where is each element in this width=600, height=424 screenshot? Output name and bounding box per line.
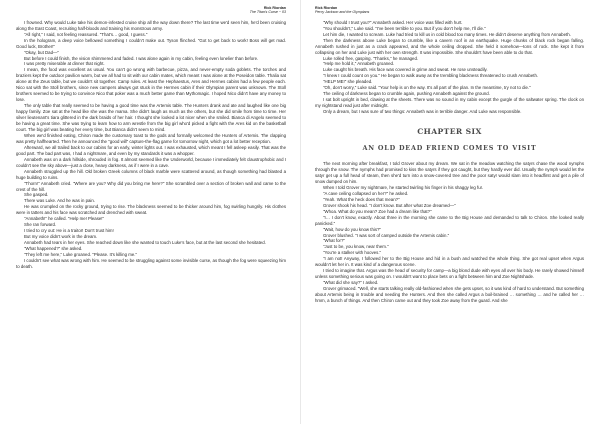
paragraph: "You shouldn't," Luke said. "I've been terrible to you. But if you don't help me, I'll die."	[323, 25, 486, 31]
paragraph: But before I could finish, the vision shimmered and faded. I was alone again in my cabin, feeling even lonelier than before.	[24, 55, 259, 61]
paragraph: "Annabeth!" he called. "Help me! Please!"	[24, 216, 105, 222]
header-book-title: Percy Jackson and the Olympians	[315, 10, 370, 15]
paragraph: "Okay, but Dad—"	[24, 49, 59, 55]
header-author: Rick Riordan	[315, 6, 338, 10]
paragraph: "Thorn!" Annabeth cried. "Where are you? Why did you bring me here?" She scrambled over a section of broken wall and came to the crest of the hill.	[16, 180, 286, 192]
paragraph: "They left me here," Luke groaned. "Please. It's killing me."	[24, 251, 137, 257]
paragraph: "What did she say?" I asked.	[323, 280, 379, 286]
chapter-number: CHAPTER SIX	[417, 127, 482, 137]
paragraph: Grover blushed. "I was sort of camped outside the Artemis cabin."	[323, 232, 450, 238]
page-body	[315, 161, 584, 304]
paragraph: Grover shook his head. "I don't know. But after what Zoe dreamed—"	[323, 202, 456, 208]
paragraph: "Wait, how do you know this?"	[323, 226, 381, 232]
page-header	[315, 6, 584, 15]
paragraph: Annabeth was on a dark hillside, shrouded in fog. It almost seemed like the Underworld, because I immediately felt claustrophobic and I couldn't see the sky above—just a close, heavy darkness, as if I were in a cave.	[16, 156, 286, 168]
paragraph: "You're a stalker with hooves."	[323, 250, 382, 256]
paragraph: In the hologram, a deep voice bellowed something I couldn't make out. Tyson flinched. "Got to get back to work! Boss will get mad. Good luck, Brother!"	[16, 37, 286, 49]
paragraph: "Whoa. What do you mean? Zoe had a dream like that?"	[323, 208, 432, 214]
paragraph: I tried to imagine that. Argus was the head of security for camp—a big blond dude with eyes all over his body. He rarely showed himself unless something serious was going on. I wouldn't want to place bets on a fight between him and Zoe Nightshade.	[315, 268, 584, 280]
paragraph: I sat bolt upright in bed, clawing at the sheets. There was no sound in my cabin except the gurgle of the saltwater spring. The clock on my nightstand read just after midnight.	[315, 97, 584, 109]
paragraph: "HELP ME!" she pleaded.	[323, 79, 373, 85]
header-book-title: The Titan's Curse ~ 03	[249, 10, 286, 15]
paragraph: The ceiling of darkness began to crumble again, pushing Annabeth against the ground.	[323, 91, 490, 97]
paragraph: The only table that really seemed to be having a good time was the Artemis table. The Hunters drank and ate and laughed like one big happy family. Zoe sat at the head like she was the mama. She didn't laugh as much as the others, but she did smile from time to time. Her silver lieutenant's tiara glittered in the dark braids of her hair. I thought she looked a lot nicer when she smiled. Bianca di Angelo seemed to be having a great time. She was trying to learn how to arm wrestle from the big girl who'd picked a fight with the Ares kid on the basketball court. The big girl was beating her every time, but Bianca didn't seem to mind.	[16, 103, 286, 132]
paragraph: When I told Grover my nightmare, he started twirling his finger in his shaggy leg fur.	[323, 184, 484, 190]
paragraph: I mean, the food was excellent as usual. You can't go wrong with barbecue, pizza, and never-empty soda goblets. The torches and braziers kept the outdoor pavilion warm, but we all had to sit with our cabin mates, which meant I was alone at the Poseidon table. Thalia sat alone at the Zeus table, but we couldn't sit together. Camp rules. At least the Hephaestus, Ares and Hermes cabins had a few people each. Nico sat with the Stoll brothers, since new campers always got stuck in the Hermes cabin if their Olympian parent was unknown. The Stoll brothers seemed to be trying to convince Nico that poker was a much better game than Mythomagic. I hoped Nico didn't have any money to lose.	[16, 67, 286, 103]
paragraph: "I knew I could count on you." He began to walk away as the trembling blackness threatened to crush Annabeth.	[323, 73, 539, 79]
paragraph: Annabeth had tears in her eyes. She reached down like she wanted to touch Luke's face, but at the last second she hesitated.	[24, 240, 266, 246]
page-header	[16, 6, 286, 15]
paragraph: "Help me hold it," Annabeth groaned.	[323, 61, 395, 67]
paragraph: I was pretty miserable at dinner that night.	[24, 61, 105, 67]
paragraph: I couldn't see what was wrong with him. He seemed to be struggling against some invisible curse, as though the fog were squeezing him to death.	[16, 257, 286, 269]
header-author: Rick Riordan	[263, 6, 286, 10]
paragraph: She gasped.	[24, 192, 49, 198]
paragraph: "Why should I trust you?" Annabeth asked. Her voice was filled with hurt.	[323, 19, 463, 25]
paragraph: Annabeth struggled up the hill. Old broken Greek columns of black marble were scattered around, as though something had blasted a huge building to ruins.	[16, 168, 286, 180]
paragraph: "What happened?" she asked.	[24, 246, 83, 252]
paragraph: "A cave ceiling collapsed on her?" he asked.	[323, 190, 409, 196]
paragraph: "All right," I said, not feeling reassured. "That's… good, I guess."	[24, 31, 148, 37]
paragraph: Luke caught his breath. His face was covered in grime and sweat. He rose unsteadily.	[323, 67, 488, 73]
paragraph: Grover grimaced. "Well, she starts talking really old-fashioned when she gets upset, so it was kind of hard to understand. But something about Artemis being in trouble and needing the Hunters. And then she called Argus a boil-brained … something … and he called her … hmm, a bunch of things. And then Chiron came out and they took Zoe away from the guard. And she	[315, 286, 584, 303]
page-body	[16, 20, 286, 270]
paragraph: The next morning after breakfast, I told Grover about my dream. We sat in the meadow watching the satyrs chase the wood nymphs through the snow. The nymphs had promised to kiss the satyrs if they got caught, but they hardly ever did. Usually the nymph would let the satyr get up a full head of steam, then she'd turn into a snow-covered tree and the poor satyr would slam into it headfirst and get a pile of snow dumped on him.	[315, 161, 584, 184]
paragraph: Only a dream, but I was sure of two things: Annabeth was in terrible danger. And Luke was responsible.	[323, 109, 522, 115]
chapter-title: AN OLD DEAD FRIEND COMES TO VISIT	[362, 144, 537, 153]
paragraph: Afterward, we all trailed back to our cabins for an early, winter lights out. I was exhausted, which meant I fell asleep easily. That was the good part. The bad part was, I had a nightmare, and even by my standards it was a whopper.	[16, 144, 286, 156]
paragraph: "What for?"	[323, 238, 345, 244]
paragraph: "Oh, don't worry," Luke said. "Your help is on the way. It's all part of the plan. In the meantime, try not to die."	[323, 85, 531, 91]
paragraph: He was crumpled on the rocky ground, trying to rise. The blackness seemed to be thicker around him, fog swirling hungrily. His clothes were in tatters and his face was scratched and drenched with sweat.	[16, 204, 286, 216]
paragraph: Let him die, I wanted to scream. Luke had tried to kill us in cold blood too many times. He didn't deserve anything from Annabeth.	[323, 31, 571, 37]
paragraph: "I am not! Anyway, I followed her to the Big House and hid in a bush and watched the whole thing. She got real upset when Argus wouldn't let her in. It was kind of a dangerous scene.	[315, 256, 584, 268]
paragraph: I tried to cry out: He is a traitor! Don't trust him!	[24, 228, 114, 234]
paragraph: She ran forward.	[24, 222, 57, 228]
paragraph: When we'd finished eating, Chiron made the customary toast to the gods and formally welcomed the Hunters of Artemis. The clapping was pretty halfhearted. Then he announced the "good will" capture-the-flag game for tomorrow night, which got a lot better reception.	[16, 132, 286, 144]
paragraph: "Yeah. What the heck does that mean?"	[323, 196, 400, 202]
paragraph: But my voice didn't work in the dream.	[24, 234, 98, 240]
paragraph: "I… I don't know, exactly. About three in the morning she came to the Big House and demanded to talk to Chiron. She looked really panicked."	[315, 214, 584, 226]
paragraph: Then the darkness above Luke began to crumble, like a cavern roof in an earthquake. Huge chunks of black rock began falling. Annabeth rushed in just as a crack appeared, and the whole ceiling dropped. She held it somehow—tons of rock. She kept it from collapsing on her and Luke just with her own strength. It was impossible. She shouldn't have been able to do that.	[315, 37, 584, 55]
paragraph: "Just to be, you know, near them."	[323, 244, 389, 250]
paragraph: Luke rolled free, gasping. "Thanks," he managed.	[323, 55, 419, 61]
right-page	[300, 0, 600, 424]
paragraph: I frowned. Why would Luke take his demon-infested cruise ship all the way down there? The last time we'd seen him, he'd been cruising along the East Coast, recruiting half-bloods and training his monstrous army.	[16, 19, 286, 31]
page-body	[315, 20, 584, 115]
paragraph: There was Luke. And he was in pain.	[24, 198, 95, 204]
